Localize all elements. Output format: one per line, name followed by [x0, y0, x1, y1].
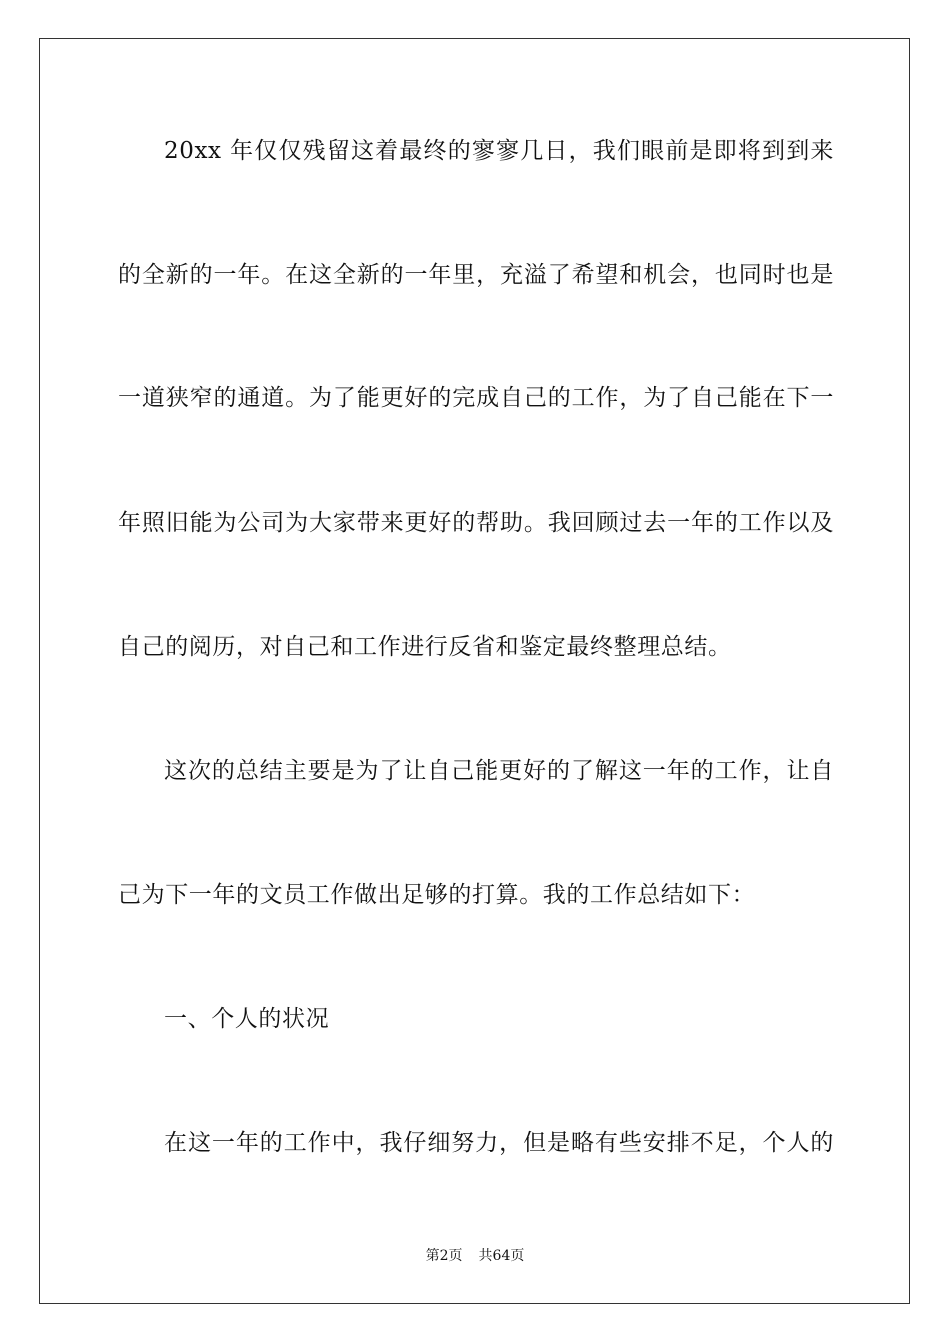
paragraph-1-line-2: 的全新的一年。在这全新的一年里，充溢了希望和机会，也同时也是	[118, 262, 834, 288]
paragraph-2-line-2: 己为下一年的文员工作做出足够的打算。我的工作总结如下：	[118, 882, 756, 908]
paragraph-1-line-4: 年照旧能为公司为大家带来更好的帮助。我回顾过去一年的工作以及	[118, 510, 834, 536]
page-total: 共64页	[478, 1248, 525, 1264]
paragraph-1-line-3: 一道狭窄的通道。为了能更好的完成自己的工作，为了自己能在下一	[118, 385, 834, 411]
page-footer	[0, 1247, 950, 1265]
page-frame	[39, 38, 910, 1304]
page-number: 第2页	[425, 1248, 463, 1264]
paragraph-1-line-5: 自己的阅历，对自己和工作进行反省和鉴定最终整理总结。	[118, 634, 732, 660]
section-heading: 一、个人的状况	[164, 1006, 330, 1032]
paragraph-2-line-1: 这次的总结主要是为了让自己能更好的了解这一年的工作，让自	[164, 758, 834, 784]
paragraph-3-line-1: 在这一年的工作中，我仔细努力，但是略有些安排不足，个人的	[164, 1130, 834, 1156]
paragraph-1-line-1: 20xx 年仅仅残留这着最终的寥寥几日，我们眼前是即将到到来	[164, 138, 834, 164]
